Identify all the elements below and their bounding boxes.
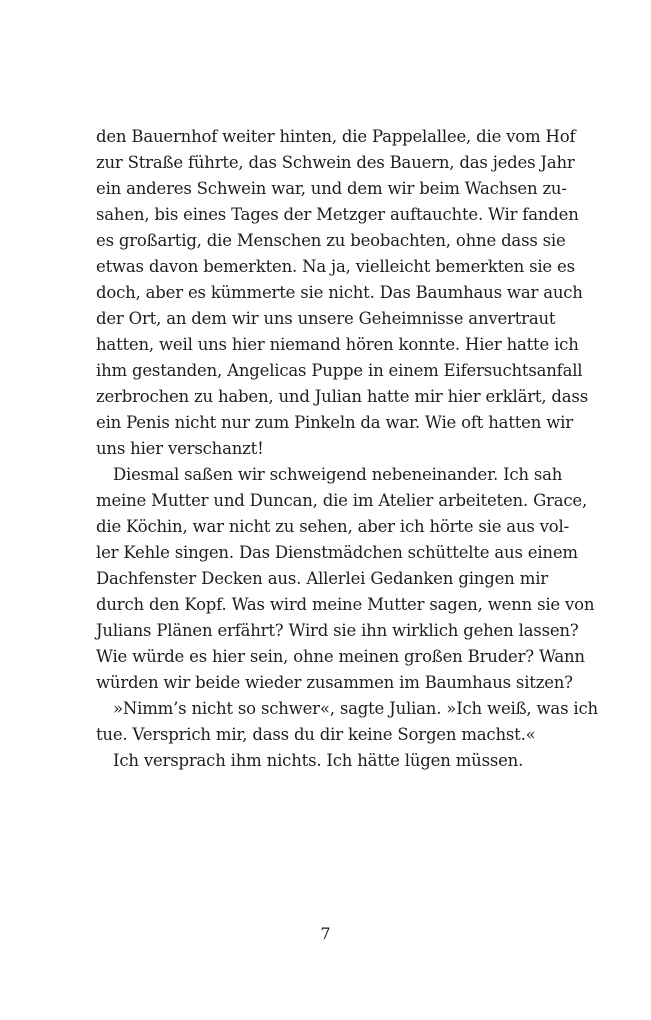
paragraph — [96, 462, 595, 696]
text-line: zerbrochen zu haben, und Julian hatte mir hier erklärt, dass — [96, 387, 588, 406]
text-line: es großartig, die Menschen zu beobachten, ohne dass sie — [96, 231, 566, 250]
text-line: durch den Kopf. Was wird meine Mutter sagen, wenn sie von — [96, 595, 595, 614]
text-line: zur Straße führte, das Schwein des Bauern, das jedes Jahr — [96, 153, 575, 172]
text-line: Dachfenster Decken aus. Allerlei Gedanken gingen mir — [96, 569, 548, 588]
text-line: ler Kehle singen. Das Dienstmädchen schüttelte aus einem — [96, 543, 578, 562]
text-line: hatten, weil uns hier niemand hören konnte. Hier hatte ich — [96, 335, 579, 354]
body-text — [96, 124, 598, 774]
page-number: 7 — [320, 924, 331, 943]
text-line: der Ort, an dem wir uns unsere Geheimnisse anvertraut — [96, 309, 556, 328]
text-line: den Bauernhof weiter hinten, die Pappelallee, die vom Hof — [96, 127, 576, 146]
text-line: ein anderes Schwein war, und dem wir beim Wachsen zu- — [96, 179, 567, 198]
paragraph — [96, 696, 598, 748]
text-line: tue. Versprich mir, dass du dir keine Sorgen machst.« — [96, 725, 536, 744]
text-line: doch, aber es kümmerte sie nicht. Das Baumhaus war auch — [96, 283, 583, 302]
text-line: Diesmal saßen wir schweigend nebeneinander. Ich sah — [113, 465, 563, 484]
paragraph — [96, 748, 548, 774]
text-line: ein Penis nicht nur zum Pinkeln da war. Wie oft hatten wir — [96, 413, 573, 432]
text-line: sahen, bis eines Tages der Metzger auftauchte. Wir fanden — [96, 205, 579, 224]
text-line: ihm gestanden, Angelicas Puppe in einem Eifersuchtsanfall — [96, 361, 583, 380]
text-line: »Nimm’s nicht so schwer«, sagte Julian. »Ich weiß, was ich — [113, 699, 598, 718]
text-line: würden wir beide wieder zusammen im Baumhaus sitzen? — [96, 673, 573, 692]
text-line: die Köchin, war nicht zu sehen, aber ich hörte sie aus vol- — [96, 517, 569, 536]
paragraph — [96, 124, 588, 462]
text-line: etwas davon bemerkten. Na ja, vielleicht bemerkten sie es — [96, 257, 575, 276]
text-line: Ich versprach ihm nichts. Ich hätte lügen müssen. — [113, 751, 524, 770]
text-line: uns hier verschanzt! — [96, 439, 264, 458]
text-line: Julians Plänen erfährt? Wird sie ihn wirklich gehen lassen? — [96, 621, 579, 640]
text-line: Wie würde es hier sein, ohne meinen großen Bruder? Wann — [96, 647, 585, 666]
text-line: meine Mutter und Duncan, die im Atelier arbeiteten. Grace, — [96, 491, 588, 510]
